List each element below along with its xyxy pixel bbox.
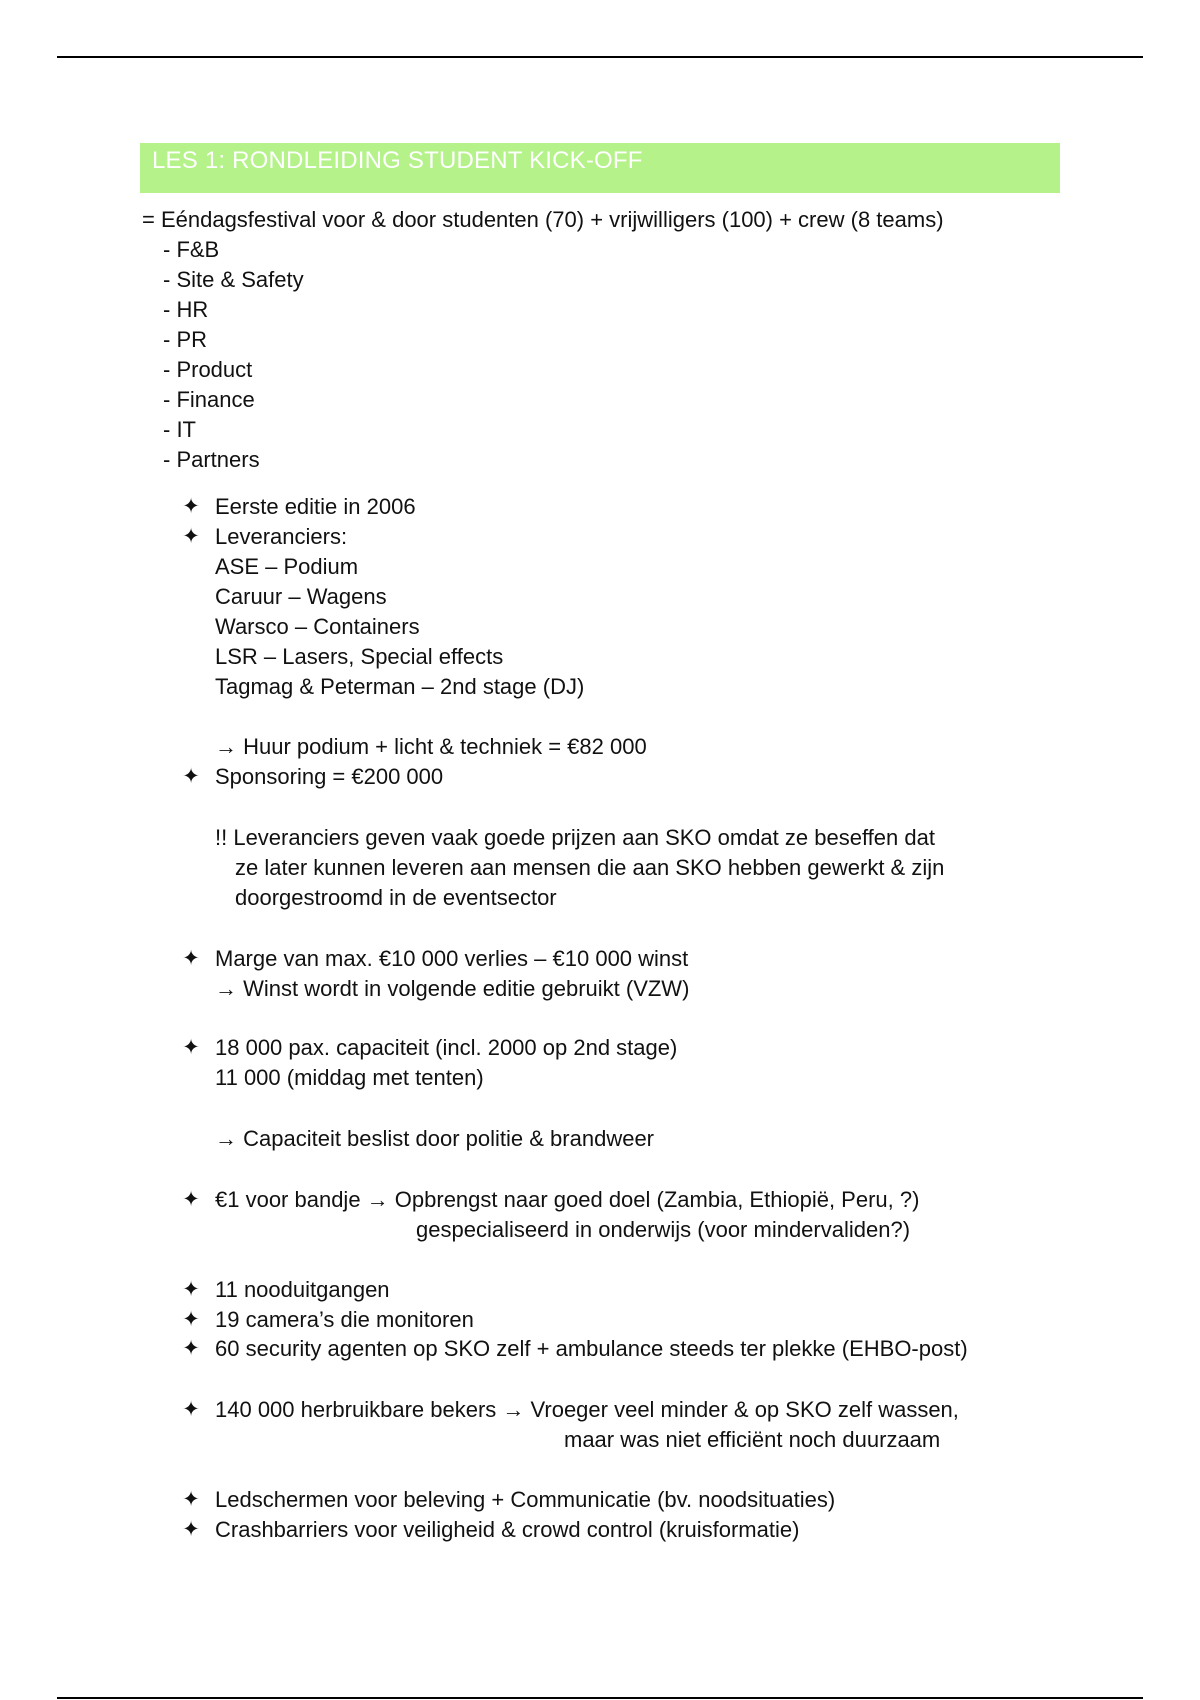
bullet-note: → Huur podium + licht & techniek = €82 000 — [215, 734, 647, 759]
bullet-text: €1 voor bandje → Opbrengst naar goed doel (Zambia, Ethiopië, Peru, ?) — [215, 1187, 920, 1212]
four-point-star-icon: ✦ — [182, 1036, 200, 1059]
four-point-star-icon: ✦ — [182, 525, 200, 548]
bullet-note: ze later kunnen leveren aan mensen die aan SKO hebben gewerkt & zijn — [235, 855, 945, 880]
four-point-star-icon: ✦ — [182, 1188, 200, 1211]
top-rule — [57, 56, 1143, 58]
four-point-star-icon: ✦ — [182, 495, 200, 518]
bullet-note: → Capaciteit beslist door politie & brandweer — [215, 1126, 655, 1151]
team-item: - PR — [163, 327, 207, 352]
page-title: LES 1: RONDLEIDING STUDENT KICK-OFF — [152, 147, 643, 174]
bullet-text: Eerste editie in 2006 — [215, 494, 416, 519]
bullet-text: 11 nooduitgangen — [215, 1277, 390, 1302]
bottom-rule — [57, 1697, 1143, 1699]
team-item: - Product — [163, 357, 253, 382]
four-point-star-icon: ✦ — [182, 1308, 200, 1331]
team-item: - F&B — [163, 237, 220, 262]
four-point-star-icon: ✦ — [182, 1278, 200, 1301]
bullet-text: Marge van max. €10 000 verlies – €10 000 winst — [215, 946, 689, 971]
bullet-text: 140 000 herbruikbare bekers → Vroeger veel minder & op SKO zelf wassen, — [215, 1397, 959, 1422]
bullet-text: Leveranciers: — [215, 524, 348, 549]
supplier-item: ASE – Podium — [215, 554, 359, 579]
bullet-text: 18 000 pax. capaciteit (incl. 2000 op 2nd stage) — [215, 1035, 678, 1060]
supplier-item: Warsco – Containers — [215, 614, 420, 639]
bullet-note: → Winst wordt in volgende editie gebruikt (VZW) — [215, 976, 690, 1001]
team-item: - HR — [163, 297, 209, 322]
bullet-text: 11 000 (middag met tenten) — [215, 1065, 484, 1090]
four-point-star-icon: ✦ — [182, 947, 200, 970]
bullet-note: !! Leveranciers geven vaak goede prijzen aan SKO omdat ze beseffen dat — [215, 825, 935, 850]
bullet-text: Ledschermen voor beleving + Communicatie (bv. noodsituaties) — [215, 1487, 836, 1512]
bullet-text: maar was niet efficiënt noch duurzaam — [564, 1427, 941, 1452]
team-item: - Partners — [163, 447, 260, 472]
bullet-note: doorgestroomd in de eventsector — [235, 885, 557, 910]
four-point-star-icon: ✦ — [182, 1337, 200, 1360]
intro-line: = Eéndagsfestival voor & door studenten (70) + vrijwilligers (100) + crew (8 teams) — [142, 207, 944, 232]
supplier-item: LSR – Lasers, Special effects — [215, 644, 504, 669]
four-point-star-icon: ✦ — [182, 1488, 200, 1511]
bullet-text: Sponsoring = €200 000 — [215, 764, 444, 789]
bullet-text: gespecialiseerd in onderwijs (voor mindervaliden?) — [416, 1217, 911, 1242]
bullet-text: 19 camera’s die monitoren — [215, 1307, 474, 1332]
title-bar — [140, 143, 1060, 193]
supplier-item: Caruur – Wagens — [215, 584, 387, 609]
team-item: - Finance — [163, 387, 255, 412]
bullet-text: 60 security agenten op SKO zelf + ambulance steeds ter plekke (EHBO-post) — [215, 1336, 968, 1361]
four-point-star-icon: ✦ — [182, 1518, 200, 1541]
team-item: - IT — [163, 417, 196, 442]
four-point-star-icon: ✦ — [182, 1398, 200, 1421]
supplier-item: Tagmag & Peterman – 2nd stage (DJ) — [215, 674, 585, 699]
four-point-star-icon: ✦ — [182, 765, 200, 788]
bullet-text: Crashbarriers voor veiligheid & crowd control (kruisformatie) — [215, 1517, 800, 1542]
team-item: - Site & Safety — [163, 267, 304, 292]
